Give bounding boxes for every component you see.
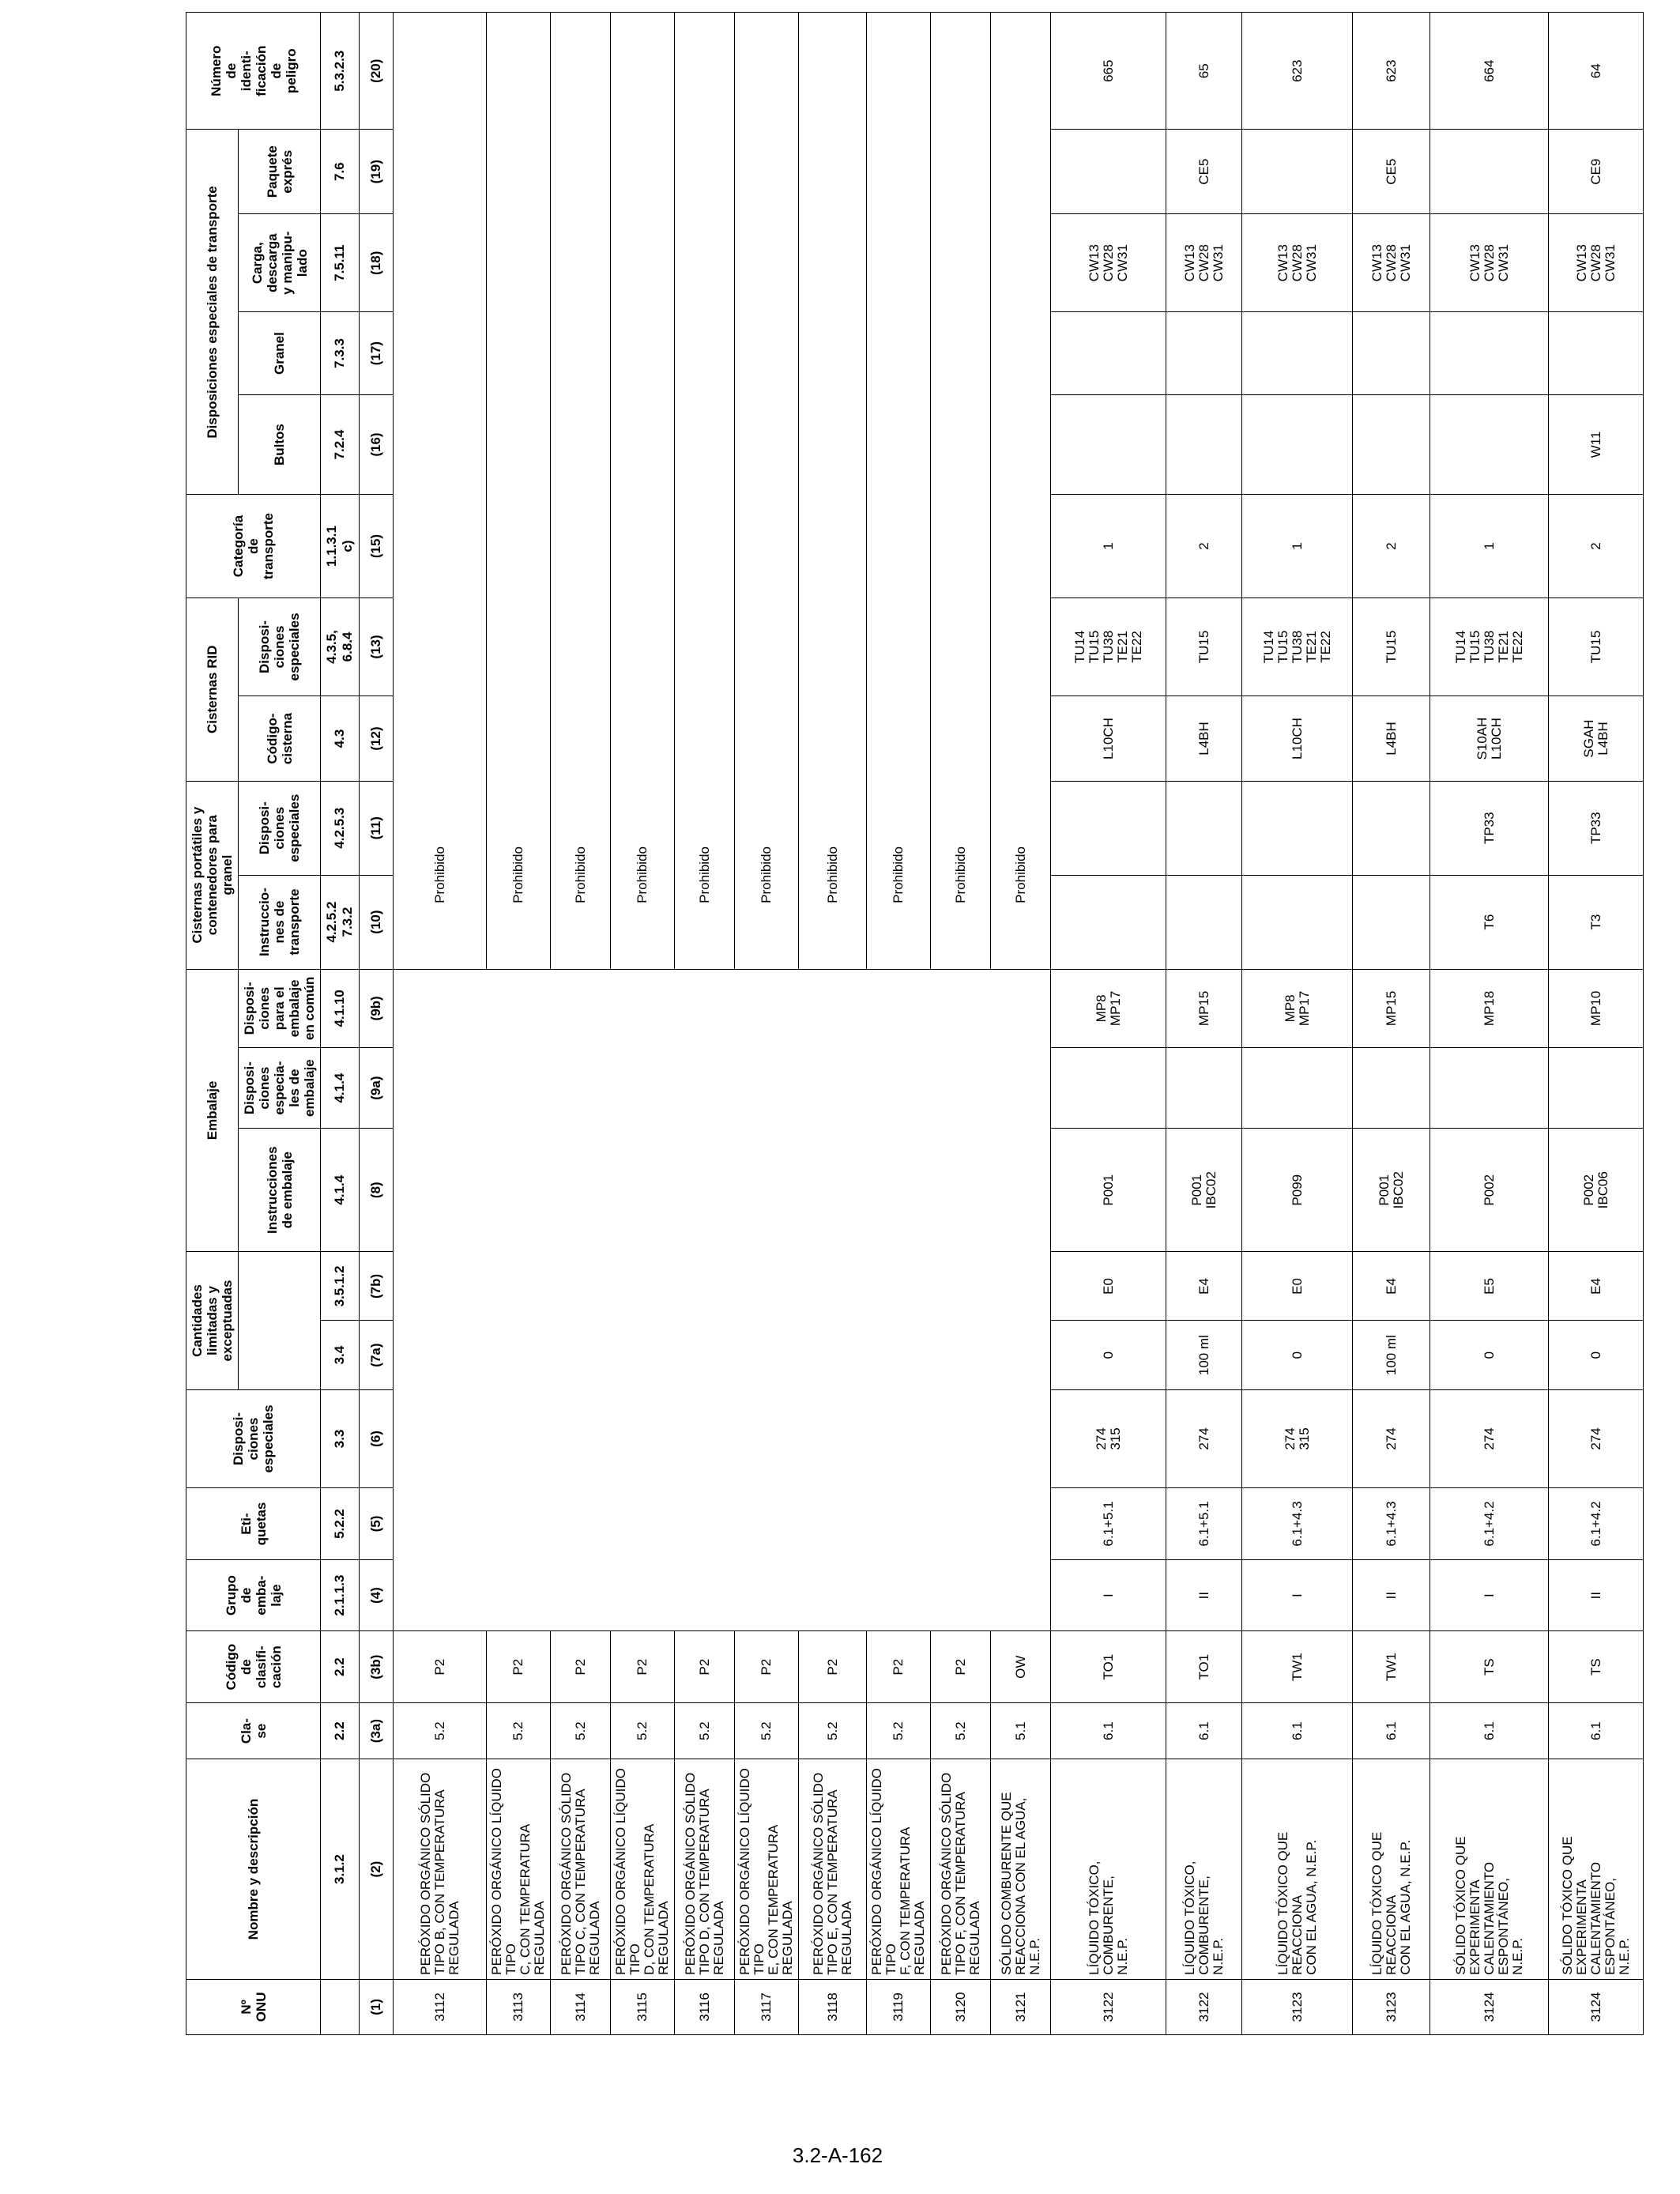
onu-cell: 3124 (1549, 1979, 1644, 2034)
grupo-cell: I (1430, 1559, 1549, 1631)
codigo-cell: P2 (611, 1631, 675, 1703)
disp-esp-rid-cell: TU14 TU15 TU38 TE21 TE22 (1051, 598, 1166, 696)
disp-esp-cist-cell (1242, 781, 1353, 875)
onu-cell: 3123 (1242, 1979, 1353, 2034)
cant-exc-cell: E4 (1353, 1252, 1430, 1321)
grupo-cell: II (1549, 1559, 1644, 1631)
carga-cell: CW13 CW28 CW31 (1051, 213, 1166, 312)
hdr-disp-transp: Disposiciones especiales de transporte (186, 130, 239, 495)
cod-cist-cell: L10CH (1051, 696, 1166, 782)
name-cell: PERÓXIDO ORGÁNICO SÓLIDO TIPO C, CON TEMPERATURA REGULADA (551, 1759, 611, 1980)
cant-exc-cell: E0 (1051, 1252, 1166, 1321)
cant-lim-cell: 0 (1242, 1321, 1353, 1389)
paquete-cell: CE5 (1166, 130, 1242, 213)
codigo-cell: P2 (675, 1631, 735, 1703)
disp-comun-cell: MP10 (1549, 969, 1644, 1048)
onu-cell: 3124 (1430, 1979, 1549, 2034)
disp-esp-emb-cell (1242, 1048, 1353, 1129)
col-number-cell: (16) (360, 394, 394, 495)
cant-lim-cell: 0 (1549, 1321, 1644, 1389)
empty-rest-cell (487, 13, 551, 782)
paquete-cell (1051, 130, 1166, 213)
disp-esp-rid-cell: TU15 (1549, 598, 1644, 696)
categoria-cell: 2 (1353, 495, 1430, 598)
codigo-cell: P2 (487, 1631, 551, 1703)
bultos-cell (1430, 394, 1549, 495)
disp-comun-cell: MP8 MP17 (1242, 969, 1353, 1048)
disp-esp-rid-cell: TU14 TU15 TU38 TE21 TE22 (1242, 598, 1353, 696)
column-number-row (360, 13, 394, 2035)
empty-rest-cell (611, 13, 675, 782)
categoria-cell: 1 (1242, 495, 1353, 598)
etiquetas-cell: 6.1+5.1 (1051, 1488, 1166, 1560)
hdr-disp-comun: Disposi- ciones para el embalaje en común (239, 969, 321, 1048)
carga-cell: CW13 CW28 CW31 (1242, 213, 1353, 312)
codigo-cell: P2 (735, 1631, 799, 1703)
etiquetas-cell: 6.1+4.2 (1430, 1488, 1549, 1560)
instr-emb-cell: P001 (1051, 1129, 1166, 1252)
hdr-disp-esp: Disposi- ciones especiales (186, 1389, 321, 1488)
clase-cell: 5.2 (799, 1702, 867, 1759)
col-number-cell: (8) (360, 1129, 394, 1252)
prohibited-cell: Prohibido (931, 781, 991, 969)
clase-cell: 5.1 (991, 1702, 1051, 1759)
name-cell: LÍQUIDO TÓXICO QUE REACCIONA CON EL AGUA, N.E.P. (1353, 1759, 1430, 1980)
grupo-cell: II (1353, 1559, 1430, 1631)
hdr-categoria: Categoría de transporte (186, 495, 321, 598)
grupo-cell: I (1051, 1559, 1166, 1631)
clase-cell: 5.2 (551, 1702, 611, 1759)
name-cell: SÓLIDO TÓXICO QUE EXPERIMENTA CALENTAMIENTO ESPONTÁNEO, N.E.P. (1549, 1759, 1644, 1980)
disp-esp-cell: 274 (1430, 1389, 1549, 1488)
numero-id-cell: 623 (1353, 13, 1430, 130)
disp-esp-cist-cell: TP33 (1549, 781, 1644, 875)
cod-cist-cell: S10AH L10CH (1430, 696, 1549, 782)
prohibited-cell: Prohibido (394, 781, 487, 969)
prohibited-cell: Prohibido (867, 781, 931, 969)
prohibited-cell: Prohibido (551, 781, 611, 969)
name-cell: PERÓXIDO ORGÁNICO SÓLIDO TIPO F, CON TEMPERATURA REGULADA (931, 1759, 991, 1980)
table-row (1430, 13, 1549, 2035)
instr-transp-cell (1353, 875, 1430, 969)
onu-cell: 3119 (867, 1979, 931, 2034)
hdr-carga: Carga, descarga y manipu- lado (239, 213, 321, 312)
ref-cell: 5.2.2 (321, 1488, 360, 1560)
prohibited-cell: Prohibido (675, 781, 735, 969)
name-cell: SÓLIDO COMBURENTE QUE REACCIONA CON EL AGUA, N.E.P. (991, 1759, 1051, 1980)
ref-cell: 4.1.4 (321, 1129, 360, 1252)
col-number-cell: (7a) (360, 1321, 394, 1389)
etiquetas-cell: 6.1+5.1 (1166, 1488, 1242, 1560)
col-number-cell: (3a) (360, 1702, 394, 1759)
numero-id-cell: 623 (1242, 13, 1353, 130)
clase-cell: 6.1 (1353, 1702, 1430, 1759)
codigo-cell: TS (1430, 1631, 1549, 1703)
hdr-instr-emb: Instrucciones de embalaje (239, 1129, 321, 1252)
clase-cell: 5.2 (675, 1702, 735, 1759)
grupo-cell: II (1166, 1559, 1242, 1631)
prohibited-cell: Prohibido (611, 781, 675, 969)
name-cell: PERÓXIDO ORGÁNICO SÓLIDO TIPO D, CON TEMPERATURA REGULADA (675, 1759, 735, 1980)
paquete-cell: CE9 (1549, 130, 1644, 213)
onu-cell: 3122 (1051, 1979, 1166, 2034)
grupo-cell: I (1242, 1559, 1353, 1631)
cant-exc-cell: E5 (1430, 1252, 1549, 1321)
disp-esp-cist-cell: TP33 (1430, 781, 1549, 875)
ref-cell: 3.4 (321, 1321, 360, 1389)
col-number-cell: (6) (360, 1389, 394, 1488)
name-cell: PERÓXIDO ORGÁNICO SÓLIDO TIPO B, CON TEMPERATURA REGULADA (394, 1759, 487, 1980)
cant-lim-cell: 100 ml (1166, 1321, 1242, 1389)
categoria-cell: 1 (1430, 495, 1549, 598)
prohibited-cell: Prohibido (799, 781, 867, 969)
ref-cell: 4.3.5, 6.8.4 (321, 598, 360, 696)
disp-esp-cell: 274 (1353, 1389, 1430, 1488)
hdr-granel: Granel (239, 312, 321, 394)
table-row (1353, 13, 1430, 2035)
instr-transp-cell: T6 (1430, 875, 1549, 969)
cant-exc-cell: E0 (1242, 1252, 1353, 1321)
granel-cell (1051, 312, 1166, 394)
ref-cell: 1.1.3.1 c) (321, 495, 360, 598)
granel-cell (1430, 312, 1549, 394)
name-cell: LÍQUIDO TÓXICO, COMBURENTE, N.E.P. (1051, 1759, 1166, 1980)
codigo-cell: P2 (551, 1631, 611, 1703)
codigo-cell: P2 (867, 1631, 931, 1703)
ref-cell: 3.5.1.2 (321, 1252, 360, 1321)
hdr-cisternas-port: Cisternas portátiles y contenedores para granel (186, 781, 239, 969)
onu-cell: 3118 (799, 1979, 867, 2034)
hdr-cantidades: Cantidades limitadas y exceptuadas (186, 1252, 239, 1389)
ref-cell: 4.1.10 (321, 969, 360, 1048)
etiquetas-cell: 6.1+4.2 (1549, 1488, 1644, 1560)
cant-exc-cell: E4 (1549, 1252, 1644, 1321)
col-number-cell: (20) (360, 13, 394, 130)
hdr-disp-esp-emb: Disposi- ciones especia- les de embalaje (239, 1048, 321, 1129)
onu-cell: 3117 (735, 1979, 799, 2034)
disp-esp-emb-cell (1549, 1048, 1644, 1129)
carga-cell: CW13 CW28 CW31 (1166, 213, 1242, 312)
instr-emb-cell: P001 IBC02 (1166, 1129, 1242, 1252)
cant-exc-cell: E4 (1166, 1252, 1242, 1321)
col-number-cell: (2) (360, 1759, 394, 1980)
disp-esp-cell: 274 (1549, 1389, 1644, 1488)
disp-esp-emb-cell (1051, 1048, 1166, 1129)
disp-esp-cell: 274 315 (1051, 1389, 1166, 1488)
col-number-cell: (10) (360, 875, 394, 969)
col-number-cell: (3b) (360, 1631, 394, 1703)
ref-cell: 4.2.5.3 (321, 781, 360, 875)
col-number-cell: (7b) (360, 1252, 394, 1321)
instr-transp-cell (1166, 875, 1242, 969)
ref-cell: 7.3.3 (321, 312, 360, 394)
table-row (394, 13, 487, 2035)
hdr-disp-esp-cist: Disposi- ciones especiales (239, 781, 321, 875)
cod-cist-cell: SGAH L4BH (1549, 696, 1644, 782)
name-cell: PERÓXIDO ORGÁNICO SÓLIDO TIPO E, CON TEMPERATURA REGULADA (799, 1759, 867, 1980)
col-number-cell: (4) (360, 1559, 394, 1631)
prohibited-cell: Prohibido (487, 781, 551, 969)
empty-rest-cell (867, 13, 931, 782)
ref-cell: 7.2.4 (321, 394, 360, 495)
ref-cell: 4.2.5.2 7.3.2 (321, 875, 360, 969)
onu-cell: 3115 (611, 1979, 675, 2034)
disp-esp-cell: 274 (1166, 1389, 1242, 1488)
onu-cell: 3112 (394, 1979, 487, 2034)
disp-esp-cist-cell (1353, 781, 1430, 875)
table-row (1166, 13, 1242, 2035)
name-cell: PERÓXIDO ORGÁNICO LÍQUIDO TIPO C, CON TEMPERATURA REGULADA (487, 1759, 551, 1980)
hdr-etiquetas: Eti- quetas (186, 1488, 321, 1560)
ref-cell: 4.3 (321, 696, 360, 782)
clase-cell: 6.1 (1242, 1702, 1353, 1759)
cant-lim-cell: 100 ml (1353, 1321, 1430, 1389)
disp-comun-cell: MP15 (1166, 969, 1242, 1048)
paquete-cell (1242, 130, 1353, 213)
table-row (1051, 13, 1166, 2035)
clase-cell: 5.2 (487, 1702, 551, 1759)
name-cell: PERÓXIDO ORGÁNICO LÍQUIDO TIPO E, CON TEMPERATURA REGULADA (735, 1759, 799, 1980)
ref-cell: 2.2 (321, 1631, 360, 1703)
hdr-cod-cist: Código- cisterna (239, 696, 321, 782)
disp-comun-cell: MP18 (1430, 969, 1549, 1048)
codigo-cell: TS (1549, 1631, 1644, 1703)
numero-id-cell: 64 (1549, 13, 1644, 130)
hdr-name: Nombre y descripción (186, 1759, 321, 1980)
prohibited-cell: Prohibido (735, 781, 799, 969)
empty-rest-cell (931, 13, 991, 782)
disp-esp-cist-cell (1166, 781, 1242, 875)
bultos-cell (1051, 394, 1166, 495)
clase-cell: 5.2 (394, 1702, 487, 1759)
ref-cell: 7.6 (321, 130, 360, 213)
paquete-cell: CE5 (1353, 130, 1430, 213)
col-number-cell: (17) (360, 312, 394, 394)
name-cell: PERÓXIDO ORGÁNICO LÍQUIDO TIPO D, CON TEMPERATURA REGULADA (611, 1759, 675, 1980)
ref-cell: 2.2 (321, 1702, 360, 1759)
numero-id-cell: 65 (1166, 13, 1242, 130)
col-number-cell: (13) (360, 598, 394, 696)
col-number-cell: (18) (360, 213, 394, 312)
clase-cell: 5.2 (611, 1702, 675, 1759)
col-number-cell: (5) (360, 1488, 394, 1560)
categoria-cell: 1 (1051, 495, 1166, 598)
disp-esp-cell: 274 315 (1242, 1389, 1353, 1488)
codigo-cell: TW1 (1353, 1631, 1430, 1703)
codigo-cell: P2 (394, 1631, 487, 1703)
prohibited-cell: Prohibido (991, 781, 1051, 969)
etiquetas-cell: 6.1+4.3 (1353, 1488, 1430, 1560)
cant-lim-cell: 0 (1051, 1321, 1166, 1389)
hdr-paquete: Paquete exprés (239, 130, 321, 213)
clase-cell: 6.1 (1051, 1702, 1166, 1759)
hdr-instr-transp: Instruccio- nes de transporte (239, 875, 321, 969)
onu-cell: 3122 (1166, 1979, 1242, 2034)
disp-esp-emb-cell (1166, 1048, 1242, 1129)
bultos-cell: W11 (1549, 394, 1644, 495)
codigo-cell: TW1 (1242, 1631, 1353, 1703)
instr-emb-cell: P099 (1242, 1129, 1353, 1252)
hdr-numero-id: Número de identi- ficación de peligro (186, 13, 321, 130)
empty-rest-cell (394, 13, 487, 782)
codigo-cell: P2 (799, 1631, 867, 1703)
codigo-cell: OW (991, 1631, 1051, 1703)
paquete-cell (1430, 130, 1549, 213)
disp-esp-rid-cell: TU15 (1353, 598, 1430, 696)
bultos-cell (1166, 394, 1242, 495)
col-number-cell: (15) (360, 495, 394, 598)
instr-emb-cell: P002 IBC06 (1549, 1129, 1644, 1252)
clase-cell: 5.2 (931, 1702, 991, 1759)
empty-rest-cell (735, 13, 799, 782)
etiquetas-cell: 6.1+4.3 (1242, 1488, 1353, 1560)
onu-cell: 3114 (551, 1979, 611, 2034)
disp-esp-emb-cell (1353, 1048, 1430, 1129)
table-row (1242, 13, 1353, 2035)
empty-rest-cell (551, 13, 611, 782)
instr-transp-cell (1242, 875, 1353, 969)
disp-esp-rid-cell: TU14 TU15 TU38 TE21 TE22 (1430, 598, 1549, 696)
codigo-cell: TO1 (1051, 1631, 1166, 1703)
hdr-cisternas-rid: Cisternas RID (186, 598, 239, 781)
ref-cell: 3.1.2 (321, 1759, 360, 1980)
ref-cell: 7.5.11 (321, 213, 360, 312)
empty-rest-cell (675, 13, 735, 782)
hdr-onu: Nº ONU (186, 1979, 321, 2034)
name-cell: PERÓXIDO ORGÁNICO LÍQUIDO TIPO F, CON TEMPERATURA REGULADA (867, 1759, 931, 1980)
dangerous-goods-table (186, 12, 1644, 2035)
hdr-clase: Cla- se (186, 1702, 321, 1759)
hdr-embalaje: Embalaje (186, 969, 239, 1252)
disp-esp-rid-cell: TU15 (1166, 598, 1242, 696)
numero-id-cell: 665 (1051, 13, 1166, 130)
table-body (394, 13, 1644, 2035)
ref-cell: 3.3 (321, 1389, 360, 1488)
hdr-bultos: Bultos (239, 394, 321, 495)
onu-cell: 3120 (931, 1979, 991, 2034)
onu-cell: 3121 (991, 1979, 1051, 2034)
bultos-cell (1242, 394, 1353, 495)
carga-cell: CW13 CW28 CW31 (1549, 213, 1644, 312)
empty-rest-cell (799, 13, 867, 782)
instr-emb-cell: P002 (1430, 1129, 1549, 1252)
carga-cell: CW13 CW28 CW31 (1430, 213, 1549, 312)
rotated-table-area (186, 12, 1632, 2035)
hdr-codigo: Código de clasifi- cación (186, 1631, 321, 1703)
granel-cell (1353, 312, 1430, 394)
bultos-cell (1353, 394, 1430, 495)
categoria-cell: 2 (1549, 495, 1644, 598)
col-number-cell: (12) (360, 696, 394, 782)
cod-cist-cell: L4BH (1353, 696, 1430, 782)
codigo-cell: P2 (931, 1631, 991, 1703)
name-cell: SÓLIDO TÓXICO QUE EXPERIMENTA CALENTAMIENTO ESPONTÁNEO, N.E.P. (1430, 1759, 1549, 1980)
ref-cell: 5.3.2.3 (321, 13, 360, 130)
ref-cell: 2.1.1.3 (321, 1559, 360, 1631)
col-number-cell: (19) (360, 130, 394, 213)
col-number-cell: (9a) (360, 1048, 394, 1129)
clase-cell: 6.1 (1166, 1702, 1242, 1759)
onu-cell: 3116 (675, 1979, 735, 2034)
clase-cell: 5.2 (867, 1702, 931, 1759)
disp-esp-cist-cell (1051, 781, 1166, 875)
ref-cell: 4.1.4 (321, 1048, 360, 1129)
carga-cell: CW13 CW28 CW31 (1353, 213, 1430, 312)
name-cell: LÍQUIDO TÓXICO, COMBURENTE, N.E.P. (1166, 1759, 1242, 1980)
hdr-grupo: Grupo de emba- laje (186, 1559, 321, 1631)
col-number-cell: (11) (360, 781, 394, 875)
cant-lim-cell: 0 (1430, 1321, 1549, 1389)
granel-cell (1242, 312, 1353, 394)
instr-transp-cell: T3 (1549, 875, 1644, 969)
disp-esp-emb-cell (1430, 1048, 1549, 1129)
ref-cell (321, 1979, 360, 2034)
clase-cell: 6.1 (1549, 1702, 1644, 1759)
page-footer: 3.2-A-162 (792, 2143, 883, 2167)
name-cell: LÍQUIDO TÓXICO QUE REACCIONA CON EL AGUA, N.E.P. (1242, 1759, 1353, 1980)
col-number-cell: (9b) (360, 969, 394, 1048)
disp-comun-cell: MP8 MP17 (1051, 969, 1166, 1048)
hdr-disp-esp-rid: Disposi- ciones especiales (239, 598, 321, 696)
granel-cell (1549, 312, 1644, 394)
clase-cell: 6.1 (1430, 1702, 1549, 1759)
onu-cell: 3113 (487, 1979, 551, 2034)
numero-id-cell: 664 (1430, 13, 1549, 130)
codigo-cell: TO1 (1166, 1631, 1242, 1703)
blank-cell (394, 969, 1051, 1631)
categoria-cell: 2 (1166, 495, 1242, 598)
empty-rest-cell (991, 13, 1051, 782)
clase-cell: 5.2 (735, 1702, 799, 1759)
instr-emb-cell: P001 IBC02 (1353, 1129, 1430, 1252)
table-row (1549, 13, 1644, 2035)
cod-cist-cell: L10CH (1242, 696, 1353, 782)
granel-cell (1166, 312, 1242, 394)
onu-cell: 3123 (1353, 1979, 1430, 2034)
cod-cist-cell: L4BH (1166, 696, 1242, 782)
reference-row (321, 13, 360, 2035)
col-number-cell: (1) (360, 1979, 394, 2034)
instr-transp-cell (1051, 875, 1166, 969)
disp-comun-cell: MP15 (1353, 969, 1430, 1048)
